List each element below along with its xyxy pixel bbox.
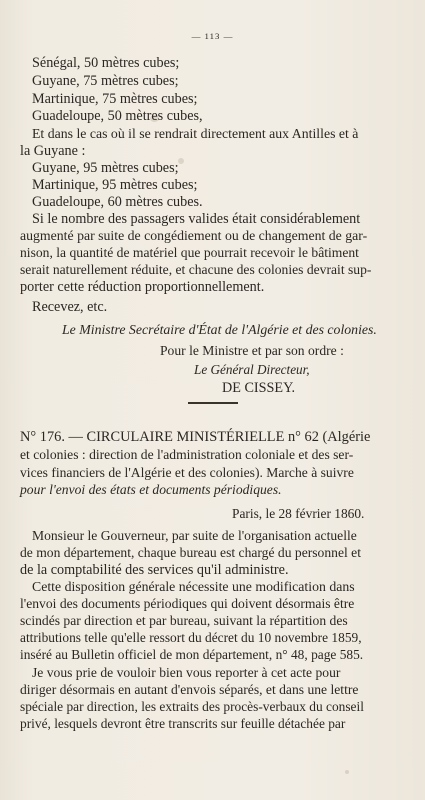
text-line: privé, lesquels devront être transcrits sur feuille détachée par [20,716,346,731]
text-line: Recevez, etc. [32,299,108,315]
paper-stain [345,770,349,774]
text-line: diriger désormais en autant d'envois séparés, et dans une lettre [20,682,359,697]
text-line: vices financiers de l'Algérie et des colonies). Marche à suivre [20,465,354,480]
text-line: Martinique, 75 mètres cubes; [32,91,198,107]
paper-stain [178,158,184,164]
text-line: Guadeloupe, 60 mètres cubes. [32,194,203,210]
text-line: Je vous prie de vouloir bien vous reporter à cet acte pour [32,665,341,680]
text-line: la Guyane : [20,143,86,159]
text-line: serait naturellement réduite, et chacune des colonies devrait sup- [20,262,372,277]
order-line: Pour le Ministre et par son ordre : [160,343,344,358]
minister-signature: Le Ministre Secrétaire d'État de l'Algérie et des colonies. [62,322,377,337]
text-line: de la comptabilité des services qu'il administre. [20,562,289,578]
text-line: inséré au Bulletin officiel de mon département, n° 48, page 585. [20,647,364,662]
text-line: Guyane, 95 mètres cubes; [32,160,179,176]
text-line: Et dans le cas où il se rendrait directement aux Antilles et à [32,126,359,141]
text-line: l'envoi des documents périodiques qui doivent désormais être [20,596,355,611]
text-line: Guyane, 75 mètres cubes; [32,73,179,89]
dateline: Paris, le 28 février 1860. [232,506,365,521]
text-line: attributions telle qu'elle ressort du décret du 10 novembre 1859, [20,630,362,645]
text-line: et colonies : direction de l'administration coloniale et des ser- [20,447,354,462]
text-line: Martinique, 95 mètres cubes; [32,177,198,193]
text-line: spéciale par direction, les extraits des procès-verbaux du conseil [20,699,364,714]
text-line: de mon département, chaque bureau est chargé du personnel et [20,545,361,560]
director-title: Le Général Directeur, [194,362,310,377]
circular-heading: N° 176. — CIRCULAIRE MINISTÉRIELLE n° 62 (Algérie [20,429,371,445]
section-divider [188,402,238,404]
text-line: scindés par direction et par bureau, suivant la répartition des [20,613,348,628]
salutation-line: Monsieur le Gouverneur, par suite de l'organisation actuelle [32,528,357,543]
page-number-header: — 113 — [191,31,234,41]
text-line: Si le nombre des passagers valides était considérablement [32,211,361,227]
text-line: augmenté par suite de congédiement ou de changement de gar- [20,228,368,243]
text-line: pour l'envoi des états et documents périodiques. [20,482,282,497]
text-line: porter cette réduction proportionnellement. [20,279,265,295]
signatory-name: DE CISSEY. [222,380,296,396]
text-line: nison, la quantité de matériel que pourrait recevoir le bâtiment [20,245,359,260]
text-line: Guadeloupe, 50 mètres cubes, [32,108,203,124]
text-line: Sénégal, 50 mètres cubes; [32,55,180,71]
text-line: Cette disposition générale nécessite une modification dans [32,579,355,594]
